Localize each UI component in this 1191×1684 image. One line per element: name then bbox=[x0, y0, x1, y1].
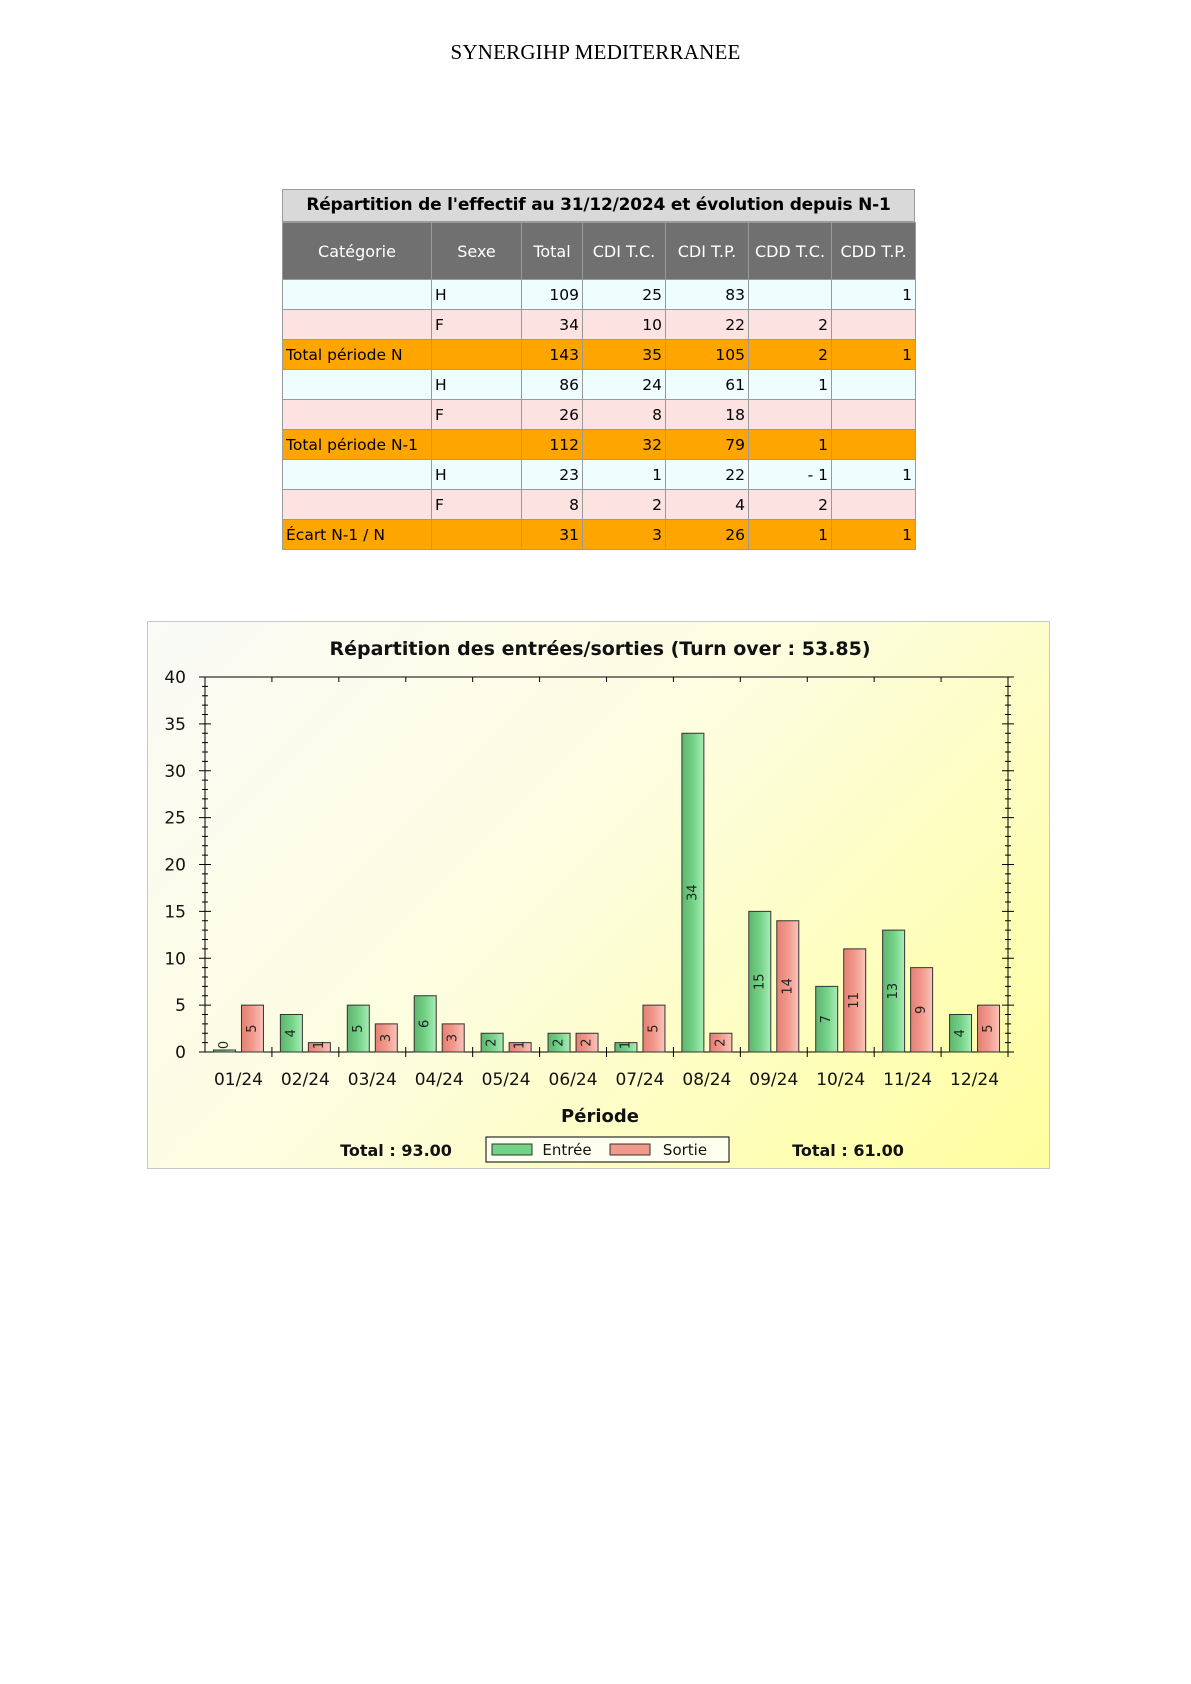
table-row bbox=[283, 520, 916, 550]
table-cell bbox=[832, 430, 916, 460]
table-row bbox=[283, 280, 916, 310]
bar-value-label: 11 bbox=[847, 992, 863, 1009]
table-cell: 1 bbox=[583, 460, 666, 490]
table-row bbox=[283, 370, 916, 400]
bar-value-label: 1 bbox=[618, 1040, 634, 1050]
table-cell bbox=[283, 370, 432, 400]
y-tick-label: 10 bbox=[164, 949, 186, 970]
table-cell: 31 bbox=[522, 520, 583, 550]
table-row bbox=[283, 460, 916, 490]
x-tick-label: 11/24 bbox=[883, 1070, 933, 1090]
bar-value-label: 0 bbox=[216, 1040, 232, 1050]
column-header: CDD T.P. bbox=[832, 223, 916, 280]
table-cell: 1 bbox=[749, 370, 832, 400]
turnover-chart bbox=[147, 621, 1050, 1169]
table-cell: 8 bbox=[522, 490, 583, 520]
bar-value-label: 34 bbox=[685, 884, 701, 901]
table-cell: Total période N bbox=[283, 340, 432, 370]
bar-value-label: 7 bbox=[819, 1015, 835, 1024]
table-cell: H bbox=[432, 280, 522, 310]
bar-value-label: 5 bbox=[244, 1024, 260, 1033]
table-cell: 1 bbox=[832, 340, 916, 370]
legend-label: Entrée bbox=[542, 1141, 592, 1159]
legend-swatch bbox=[492, 1144, 532, 1155]
table-cell bbox=[283, 400, 432, 430]
legend-label: Sortie bbox=[662, 1141, 708, 1159]
table-cell bbox=[749, 280, 832, 310]
x-tick-label: 10/24 bbox=[816, 1070, 866, 1090]
y-tick-label: 25 bbox=[164, 808, 186, 829]
table-cell: 143 bbox=[522, 340, 583, 370]
column-header: Sexe bbox=[432, 223, 522, 280]
x-tick-label: 05/24 bbox=[481, 1070, 531, 1090]
bar-value-label: 2 bbox=[551, 1038, 567, 1047]
bar-value-label: 2 bbox=[484, 1038, 500, 1047]
table-row bbox=[283, 400, 916, 430]
x-tick-label: 02/24 bbox=[280, 1070, 330, 1090]
table-row bbox=[283, 490, 916, 520]
y-tick-label: 5 bbox=[175, 996, 186, 1017]
column-header: CDI T.P. bbox=[666, 223, 749, 280]
document-title: SYNERGIHP MEDITERRANEE bbox=[450, 40, 741, 64]
table-cell: 109 bbox=[522, 280, 583, 310]
table-cell: 86 bbox=[522, 370, 583, 400]
table-cell: 105 bbox=[666, 340, 749, 370]
y-tick-label: 40 bbox=[164, 668, 186, 688]
y-tick-label: 35 bbox=[164, 714, 186, 735]
bar-entree bbox=[213, 1050, 235, 1052]
table-header-row bbox=[283, 223, 916, 280]
table-cell bbox=[432, 340, 522, 370]
table-cell: 10 bbox=[583, 310, 666, 340]
table-row bbox=[283, 310, 916, 340]
bar-value-label: 6 bbox=[417, 1019, 433, 1029]
table-cell: 83 bbox=[666, 280, 749, 310]
effectif-grid bbox=[282, 222, 916, 550]
bar-value-label: 3 bbox=[378, 1033, 394, 1043]
table-body bbox=[283, 280, 916, 550]
table-cell: H bbox=[432, 370, 522, 400]
bar-value-label: 4 bbox=[953, 1029, 969, 1038]
table-cell: 1 bbox=[832, 520, 916, 550]
bar-value-label: 1 bbox=[311, 1040, 327, 1050]
table-cell: 26 bbox=[666, 520, 749, 550]
table-cell bbox=[432, 430, 522, 460]
table-cell: 26 bbox=[522, 400, 583, 430]
table-cell: 4 bbox=[666, 490, 749, 520]
table-cell: H bbox=[432, 460, 522, 490]
x-tick-label: 08/24 bbox=[682, 1070, 732, 1090]
table-cell bbox=[432, 520, 522, 550]
table-cell: 32 bbox=[583, 430, 666, 460]
table-caption: Répartition de l'effectif au 31/12/2024 et évolution depuis N-1 bbox=[282, 189, 915, 222]
bar-value-label: 3 bbox=[445, 1033, 461, 1043]
x-tick-label: 12/24 bbox=[950, 1070, 1000, 1090]
table-cell: F bbox=[432, 310, 522, 340]
bar-value-label: 14 bbox=[780, 978, 796, 995]
chart-svg bbox=[148, 622, 1051, 1170]
table-cell: 2 bbox=[749, 310, 832, 340]
x-tick-label: 04/24 bbox=[414, 1070, 464, 1090]
bar-value-label: 15 bbox=[752, 973, 768, 990]
table-cell: 24 bbox=[583, 370, 666, 400]
y-tick-label: 30 bbox=[164, 761, 186, 782]
table-cell: 2 bbox=[749, 490, 832, 520]
y-tick-label: 0 bbox=[175, 1043, 186, 1063]
table-cell: F bbox=[432, 490, 522, 520]
x-tick-label: 01/24 bbox=[213, 1070, 263, 1090]
table-cell: 22 bbox=[666, 310, 749, 340]
table-cell bbox=[832, 400, 916, 430]
table-cell bbox=[283, 460, 432, 490]
table-cell: 25 bbox=[583, 280, 666, 310]
table-cell: 1 bbox=[749, 520, 832, 550]
y-tick-label: 15 bbox=[164, 902, 186, 923]
table-cell bbox=[832, 310, 916, 340]
bar-value-label: 13 bbox=[886, 982, 902, 1000]
table-row bbox=[283, 340, 916, 370]
table-cell: 79 bbox=[666, 430, 749, 460]
table-cell bbox=[283, 280, 432, 310]
table-cell: 61 bbox=[666, 370, 749, 400]
bar-value-label: 2 bbox=[579, 1038, 595, 1047]
table-cell: 8 bbox=[583, 400, 666, 430]
column-header: Total bbox=[522, 223, 583, 280]
bar-value-label: 5 bbox=[646, 1024, 662, 1033]
table-cell: Total période N-1 bbox=[283, 430, 432, 460]
bar-value-label: 9 bbox=[914, 1005, 930, 1014]
column-header: Catégorie bbox=[283, 223, 432, 280]
total-entree: Total : 93.00 bbox=[340, 1141, 452, 1160]
total-sortie: Total : 61.00 bbox=[792, 1141, 904, 1160]
x-tick-label: 09/24 bbox=[749, 1070, 799, 1090]
table-cell: F bbox=[432, 400, 522, 430]
bar-value-label: 4 bbox=[283, 1029, 299, 1038]
table-cell: 1 bbox=[749, 430, 832, 460]
table-cell: - 1 bbox=[749, 460, 832, 490]
table-row bbox=[283, 430, 916, 460]
x-axis-label: Période bbox=[561, 1106, 639, 1127]
table-cell: 23 bbox=[522, 460, 583, 490]
table-cell: 22 bbox=[666, 460, 749, 490]
table-cell: 2 bbox=[749, 340, 832, 370]
table-cell: 2 bbox=[583, 490, 666, 520]
table-cell bbox=[749, 400, 832, 430]
table-cell: 35 bbox=[583, 340, 666, 370]
chart-title: Répartition des entrées/sorties (Turn over : 53.85) bbox=[329, 638, 871, 660]
x-tick-label: 07/24 bbox=[615, 1070, 665, 1090]
table-cell: 34 bbox=[522, 310, 583, 340]
table-cell bbox=[832, 490, 916, 520]
table-cell: 1 bbox=[832, 280, 916, 310]
table-cell: 1 bbox=[832, 460, 916, 490]
x-tick-label: 06/24 bbox=[548, 1070, 598, 1090]
column-header: CDD T.C. bbox=[749, 223, 832, 280]
y-tick-label: 20 bbox=[164, 855, 186, 876]
bar-value-label: 2 bbox=[713, 1038, 729, 1047]
bar-value-label: 5 bbox=[981, 1024, 997, 1033]
x-tick-label: 03/24 bbox=[347, 1070, 397, 1090]
effectif-table bbox=[282, 189, 915, 550]
table-cell: 3 bbox=[583, 520, 666, 550]
bar-value-label: 1 bbox=[512, 1040, 528, 1050]
table-cell bbox=[283, 310, 432, 340]
table-cell: 112 bbox=[522, 430, 583, 460]
table-cell: Écart N-1 / N bbox=[283, 520, 432, 550]
table-cell bbox=[832, 370, 916, 400]
table-cell: 18 bbox=[666, 400, 749, 430]
bar-value-label: 5 bbox=[350, 1024, 366, 1033]
table-cell bbox=[283, 490, 432, 520]
column-header: CDI T.C. bbox=[583, 223, 666, 280]
legend-swatch bbox=[610, 1144, 650, 1155]
